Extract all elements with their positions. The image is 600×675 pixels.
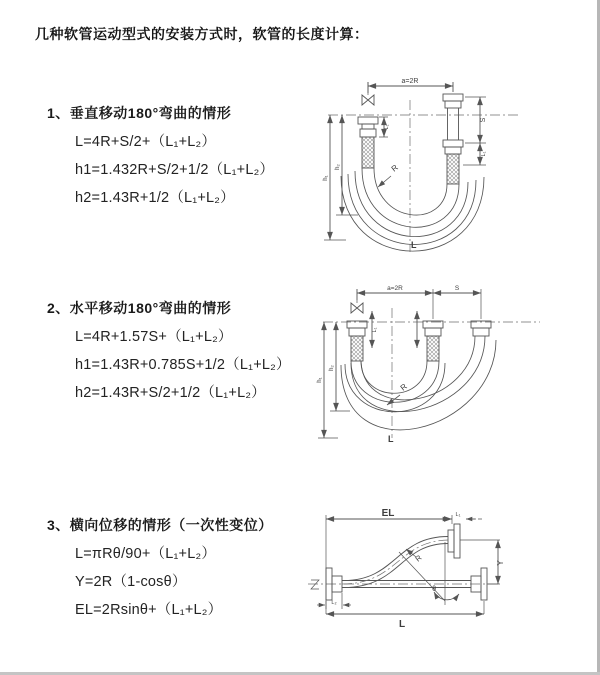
formula-line: h2=1.43R+S/2+1/2（L₁+L₂） bbox=[75, 385, 266, 401]
valve-icon bbox=[362, 82, 374, 105]
dim-label-l2: L₂ bbox=[331, 600, 337, 606]
hose-braid bbox=[351, 336, 363, 361]
dim-label-l1: L₁ bbox=[384, 124, 390, 130]
dim-label-l1: L₁ bbox=[481, 151, 487, 157]
formula-line: h2=1.43R+1/2（L₁+L₂） bbox=[75, 190, 235, 206]
radius-label: R bbox=[398, 381, 409, 393]
centerlines bbox=[323, 308, 540, 438]
break-mark bbox=[311, 580, 319, 589]
dim-label-el: EL bbox=[381, 508, 395, 519]
dim-label-a2r: a=2R bbox=[387, 285, 403, 292]
radius-label: R bbox=[389, 162, 400, 174]
hose-s-curve bbox=[342, 537, 450, 588]
dim-label-y: Y bbox=[496, 560, 505, 566]
hose-braid bbox=[427, 336, 439, 361]
diagram-lateral-displacement bbox=[298, 497, 600, 649]
formula-line: EL=2Rsinθ+（L₁+L₂） bbox=[75, 602, 223, 618]
formula-line: Y=2R（1-cosθ） bbox=[75, 574, 187, 590]
theta-label: θ bbox=[432, 586, 436, 593]
dim-label-s: S bbox=[480, 117, 487, 123]
radius-label: R bbox=[413, 553, 424, 564]
section-2-heading: 2、水平移动180°弯曲的情形 bbox=[47, 300, 232, 316]
section-lateral-displacement bbox=[47, 515, 273, 624]
formula-line: L=πRθ/90+（L₁+L₂） bbox=[75, 546, 217, 562]
dim-label-l1: L₁ bbox=[372, 327, 378, 333]
left-hose-end-flange bbox=[347, 321, 367, 361]
dimension-y bbox=[460, 540, 500, 584]
formula-line: h1=1.432R+S/2+1/2（L₁+L₂） bbox=[75, 162, 275, 178]
centerlines bbox=[328, 100, 520, 252]
hose-braid bbox=[362, 137, 374, 168]
dimension-a2r bbox=[357, 289, 481, 319]
dim-label-l: L bbox=[398, 619, 406, 630]
hose-curves bbox=[341, 336, 496, 430]
hose-curves bbox=[341, 168, 484, 251]
radius-leader bbox=[378, 176, 391, 187]
section-1-heading: 1、垂直移动180°弯曲的情形 bbox=[47, 105, 232, 121]
diagram-horizontal-180-bend bbox=[308, 276, 600, 462]
formula-line: h1=1.43R+0.785S+1/2（L₁+L₂） bbox=[75, 357, 291, 373]
dimension-l-bottom bbox=[326, 601, 484, 614]
diagram-vertical-180-bend bbox=[310, 70, 600, 256]
dim-label-h1: h₁ bbox=[317, 377, 323, 383]
section-vertical-movement bbox=[47, 103, 274, 212]
radius-construction bbox=[399, 542, 445, 605]
section-horizontal-movement bbox=[47, 298, 291, 407]
section-3-heading: 3、横向位移的情形（一次性变位） bbox=[47, 517, 273, 533]
top-flange-displaced bbox=[448, 524, 460, 558]
right-hose-end-flange bbox=[471, 321, 491, 336]
dim-label-h2: h₂ bbox=[335, 164, 341, 170]
right-hose-end-flange bbox=[443, 94, 463, 184]
formula-line: L=4R+1.57S+（L₁+L₂） bbox=[75, 329, 233, 345]
page-title: 几种软管运动型式的安装方式时，软管的长度计算： bbox=[35, 26, 369, 42]
hose-braid bbox=[447, 154, 459, 184]
left-hose-end-flange bbox=[358, 117, 378, 168]
length-label: L bbox=[411, 240, 417, 250]
dim-label-s: S bbox=[454, 285, 460, 292]
dim-label-h2: h₂ bbox=[329, 365, 335, 371]
middle-hose-end-flange bbox=[423, 321, 443, 361]
dim-label-l1: L₁ bbox=[455, 512, 461, 518]
dim-label-h1: h₁ bbox=[323, 175, 329, 181]
length-label: L bbox=[388, 434, 394, 444]
formula-line: L=4R+S/2+（L₁+L₂） bbox=[75, 134, 217, 150]
dim-label-a2r: a=2R bbox=[401, 78, 419, 85]
